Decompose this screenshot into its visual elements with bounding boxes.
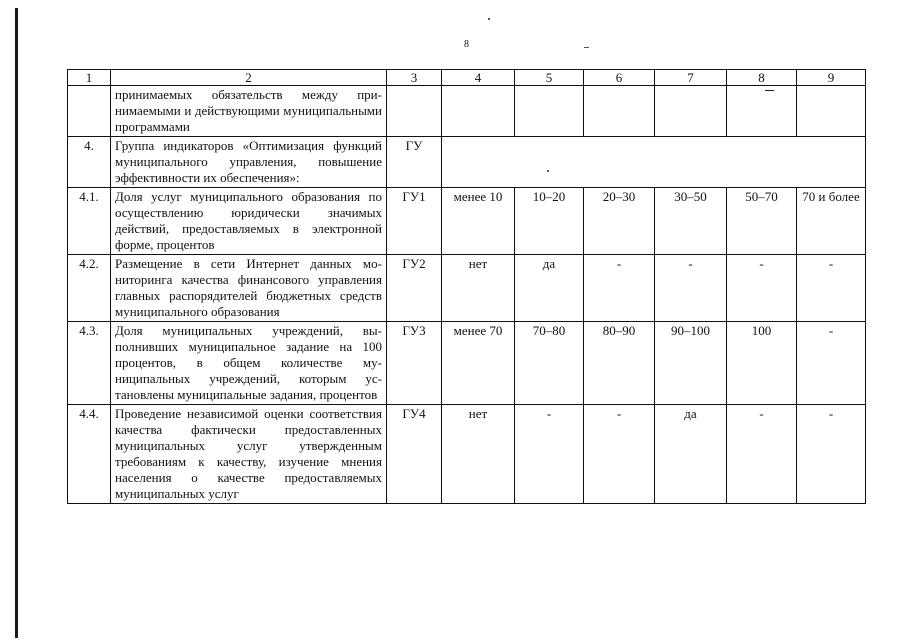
row-description: Доля услуг муниципального образования по осуществлению юридически значимых действий, предоставляемых в электронной форме, процентов: [111, 188, 387, 255]
column-header: 7: [655, 70, 727, 86]
row-value: да: [515, 255, 584, 322]
row-value: [442, 86, 515, 137]
page-binding-edge: [15, 8, 18, 638]
table-row: [68, 322, 866, 405]
row-number: [68, 86, 111, 137]
row-code: [387, 86, 442, 137]
row-value: нет: [442, 255, 515, 322]
row-number: 4.1.: [68, 188, 111, 255]
row-value: 70 и более: [797, 188, 866, 255]
table-row: [68, 188, 866, 255]
row-description: Проведение независимой оценки соответствия качества фактически предоставленных муниципальных услуг утвержденным требованиям к качеству, изучение мнения населения о качестве предоставляемых муниципальных услуг: [111, 405, 387, 504]
row-number: 4.3.: [68, 322, 111, 405]
page-number: 8: [464, 39, 469, 50]
row-value: [727, 86, 797, 137]
row-number: 4.4.: [68, 405, 111, 504]
row-code: ГУ3: [387, 322, 442, 405]
indicators-table: [67, 69, 866, 504]
row-description: принимаемых обязательств между принимаемыми и действующими муниципальными программами: [111, 86, 387, 137]
column-header: 9: [797, 70, 866, 86]
row-value: [584, 86, 655, 137]
row-value: 20–30: [584, 188, 655, 255]
row-value: -: [727, 405, 797, 504]
group-empty-cell: [442, 137, 866, 188]
header-row: [68, 70, 866, 86]
row-code: ГУ1: [387, 188, 442, 255]
row-value: -: [515, 405, 584, 504]
column-header: 1: [68, 70, 111, 86]
column-header: 5: [515, 70, 584, 86]
row-code: ГУ2: [387, 255, 442, 322]
column-header: 4: [442, 70, 515, 86]
row-description: Группа индикаторов «Оптимизация функций муниципального управления, повышение эффективности их обеспечения»:: [111, 137, 387, 188]
row-value: [655, 86, 727, 137]
row-value: -: [655, 255, 727, 322]
row-value: нет: [442, 405, 515, 504]
stray-mark: [765, 90, 774, 91]
row-value: -: [797, 405, 866, 504]
column-header: 6: [584, 70, 655, 86]
row-value: да: [655, 405, 727, 504]
row-value: менее 70: [442, 322, 515, 405]
row-value: 10–20: [515, 188, 584, 255]
table-row: [68, 255, 866, 322]
row-value: -: [797, 322, 866, 405]
row-value: 70–80: [515, 322, 584, 405]
row-value: 50–70: [727, 188, 797, 255]
table-row: [68, 137, 866, 188]
row-value: 100: [727, 322, 797, 405]
row-value: -: [584, 255, 655, 322]
row-description: Доля муниципальных учреждений, выполнивших муниципальное задание на 100 процентов, в общем количестве муниципальных учреждений, которым установлены муниципальные задания, процентов: [111, 322, 387, 405]
row-value: -: [727, 255, 797, 322]
column-header: 3: [387, 70, 442, 86]
scan-speck: [547, 170, 549, 172]
table-row: [68, 86, 866, 137]
row-code: ГУ4: [387, 405, 442, 504]
column-header: 8: [727, 70, 797, 86]
row-value: менее 10: [442, 188, 515, 255]
row-code: ГУ: [387, 137, 442, 188]
row-number: 4.2.: [68, 255, 111, 322]
row-value: -: [797, 255, 866, 322]
scan-speck: [488, 18, 490, 20]
row-value: 80–90: [584, 322, 655, 405]
row-value: [515, 86, 584, 137]
row-value: -: [584, 405, 655, 504]
scan-speck: [584, 47, 589, 48]
row-value: 90–100: [655, 322, 727, 405]
table-row: [68, 405, 866, 504]
row-value: 30–50: [655, 188, 727, 255]
row-description: Размещение в сети Интернет данных мониторинга качества финансового управления главных распорядителей бюджетных средств муниципального образования: [111, 255, 387, 322]
column-header: 2: [111, 70, 387, 86]
row-number: 4.: [68, 137, 111, 188]
row-value: [797, 86, 866, 137]
